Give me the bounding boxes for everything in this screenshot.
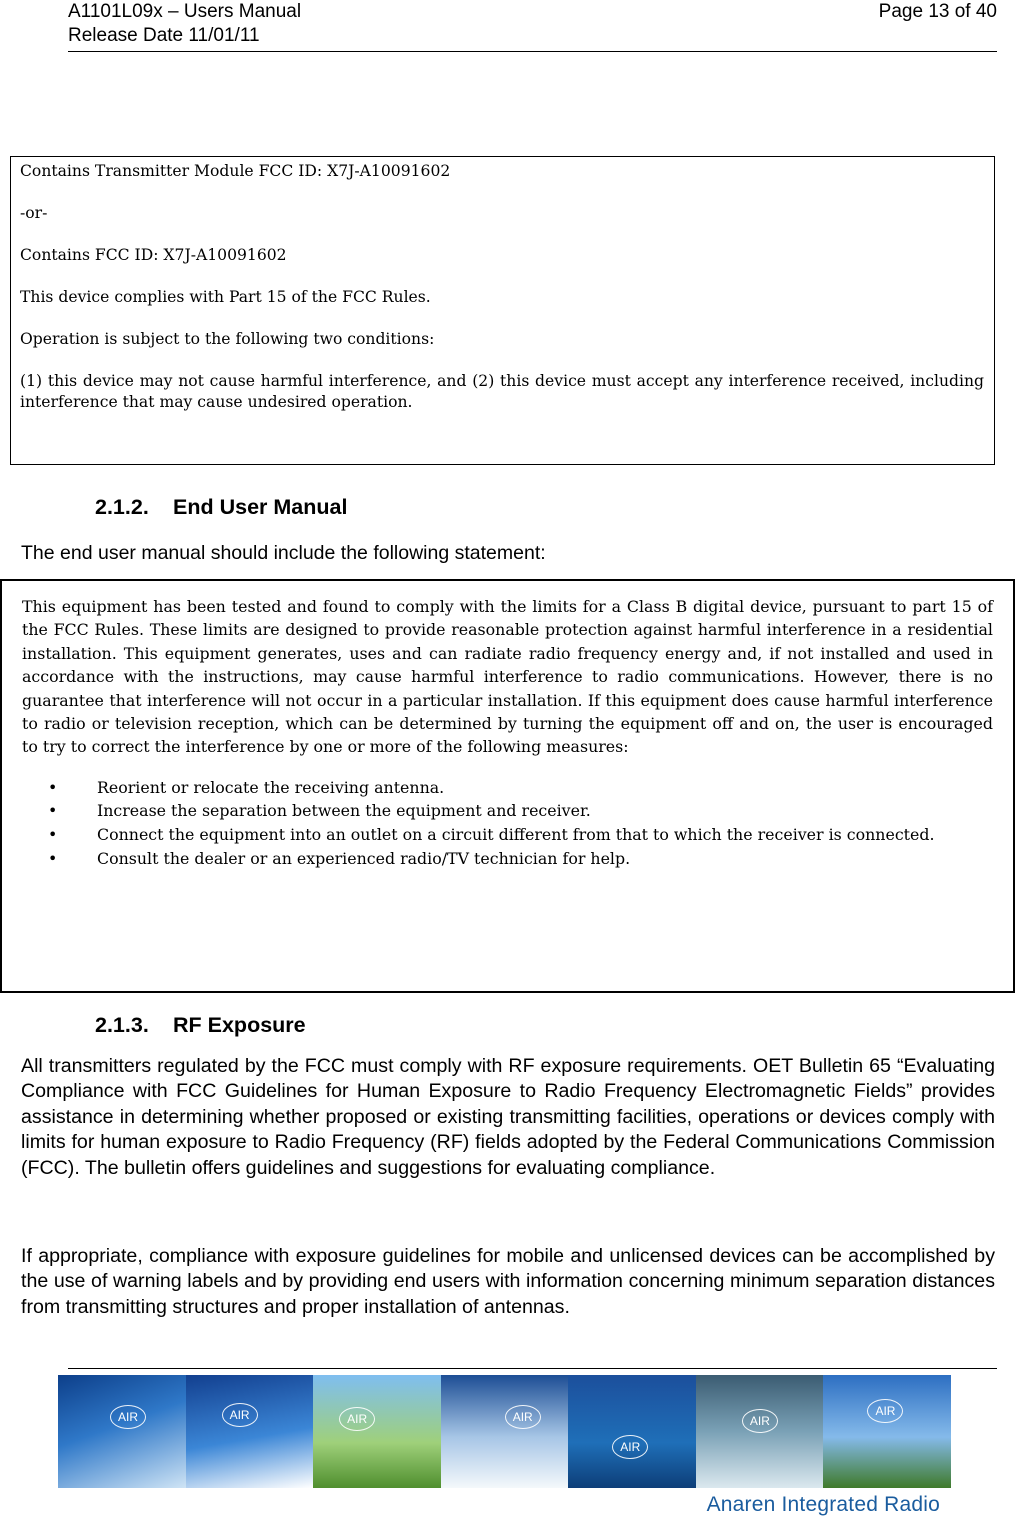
section-title: End User Manual	[173, 495, 348, 519]
page-header-left	[68, 0, 301, 48]
list-item: • Connect the equipment into an outlet on a circuit different from that to which the receiver is connected.	[22, 823, 993, 847]
fcc-statement-box	[0, 579, 1015, 993]
air-badge: AIR	[110, 1405, 146, 1429]
section-number: 2.1.2.	[95, 495, 149, 519]
brand-logo-text: Anaren Integrated Radio	[706, 1493, 940, 1516]
air-badge: AIR	[339, 1407, 375, 1431]
release-date: Release Date 11/01/11	[68, 25, 260, 46]
air-badge: AIR	[222, 1403, 258, 1427]
fcc-conditions-text: (1) this device may not cause harmful interference, and (2) this device must accept any interference received, including interference that may cause undesired operation.	[20, 372, 984, 411]
page-number: Page 13 of 40	[878, 1, 997, 22]
air-badge: AIR	[867, 1399, 903, 1423]
air-badge: AIR	[505, 1405, 541, 1429]
fcc-compliance-line: This device complies with Part 15 of the FCC Rules.	[20, 288, 431, 306]
banner-tile-kayak	[696, 1375, 824, 1488]
rf-paragraph-2: If appropriate, compliance with exposure guidelines for mobile and unlicensed devices can be accomplished by the use of warning labels and by providing end users with information concerning minimum separation distances from transmitting structures and proper installation of antennas.	[21, 1245, 995, 1318]
banner-tile-windsurf	[568, 1375, 696, 1488]
fcc-id-module-line: Contains Transmitter Module FCC ID: X7J-A10091602	[20, 162, 451, 180]
footer-divider	[68, 1368, 997, 1369]
section-heading-end-user-manual	[95, 494, 347, 520]
banner-tile-snowboard	[58, 1375, 186, 1488]
bullet-icon: •	[48, 801, 58, 821]
fcc-id-line: Contains FCC ID: X7J-A10091602	[20, 246, 287, 264]
doc-title: A1101L09x – Users Manual	[68, 1, 302, 22]
fcc-operation-line: Operation is subject to the following two conditions:	[20, 330, 435, 348]
list-item: • Reorient or relocate the receiving antenna.	[22, 776, 993, 800]
statement-paragraph: This equipment has been tested and found to comply with the limits for a Class B digital device, pursuant to part 15 of the FCC Rules. These limits are designed to provide reasonable protection against harmful interference in a residential installation. This equipment generates, uses and can radiate radio frequency energy and, if not installed and used in accordance with the instructions, may cause harmful interference to radio communications. However, there is no guarantee that interference will not occur in a particular installation. If this equipment does cause harmful interference to radio or television reception, which can be determined by turning the equipment off and on, the user is encouraged to try to correct the interference by one or more of the following measures:	[22, 597, 993, 757]
header-divider	[68, 51, 997, 52]
bullet-icon: •	[48, 825, 58, 845]
banner-tile-skate	[823, 1375, 951, 1488]
fcc-label-box	[10, 156, 995, 465]
section-number: 2.1.3.	[95, 1013, 149, 1037]
banner-tile-snowboard-2	[441, 1375, 569, 1488]
list-item: • Increase the separation between the equipment and receiver.	[22, 799, 993, 823]
fcc-or-line: -or-	[20, 204, 48, 222]
rf-paragraph-1: All transmitters regulated by the FCC must comply with RF exposure requirements. OET Bulletin 65 “Evaluating Compliance with FCC Guidelines for Human Exposure to Radio Frequency Electromagnetic Fields” provides assistance in determining whether proposed or existing transmitting facilities, operations or devices comply with limits for human exposure to Radio Frequency (RF) fields adopted by the Federal Communications Commission (FCC). The bulletin offers guidelines and suggestions for evaluating compliance.	[21, 1055, 995, 1179]
bullet-icon: •	[48, 848, 58, 868]
footer-banner-image	[58, 1375, 951, 1488]
measures-list	[22, 776, 993, 870]
air-badge: AIR	[612, 1435, 648, 1459]
end-user-intro: The end user manual should include the following statement:	[21, 542, 546, 564]
bullet-icon: •	[48, 777, 58, 797]
section-title: RF Exposure	[173, 1013, 306, 1037]
banner-tile-ski	[186, 1375, 314, 1488]
banner-tile-bike	[313, 1375, 441, 1488]
air-badge: AIR	[742, 1409, 778, 1433]
list-item: • Consult the dealer or an experienced radio/TV technician for help.	[22, 847, 993, 871]
section-heading-rf-exposure	[95, 1012, 306, 1038]
